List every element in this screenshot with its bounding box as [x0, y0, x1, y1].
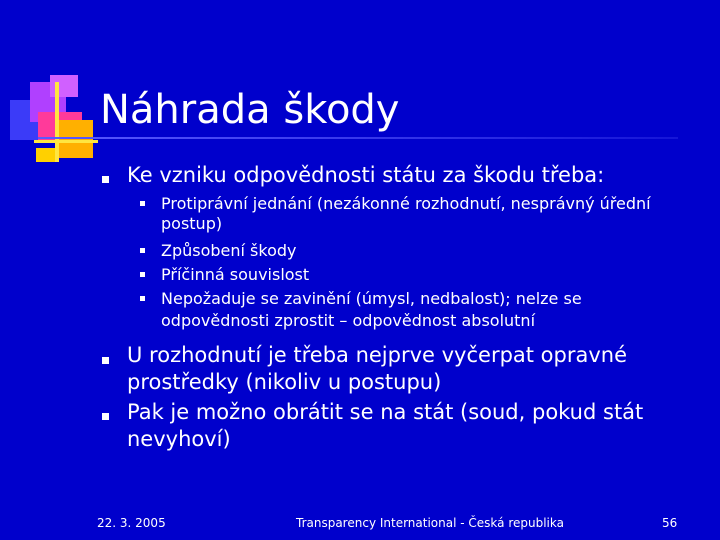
- footer-page-number: 56: [662, 516, 678, 530]
- sub-point-4-line1: Nepožaduje se zavinění (úmysl, nedbalost); nelze se: [161, 289, 582, 308]
- sub-point-2-line1: Způsobení škody: [161, 241, 297, 260]
- bullet-point-2: [102, 413, 109, 420]
- main-point-text: Ke vzniku odpovědnosti státu za škodu třeba:: [127, 163, 605, 187]
- footer-organization: Transparency International - Česká republika: [296, 516, 564, 530]
- sub-point-4-line2: odpovědnosti zprostit – odpovědnost absolutní: [161, 311, 536, 330]
- slide-title: Náhrada škody: [100, 87, 400, 133]
- sub-point-1-line2: postup): [161, 214, 223, 233]
- sub-bullet-1: [140, 201, 145, 206]
- sub-bullet-3: [140, 272, 145, 277]
- sub-bullet-4: [140, 296, 145, 301]
- decorative-logo: [0, 0, 110, 180]
- sub-point-3-line1: Příčinná souvislost: [161, 265, 310, 284]
- bullet-point-1: [102, 357, 109, 364]
- sub-point-1-line1: Protiprávní jednání (nezákonné rozhodnutí, nesprávný úřední: [161, 194, 651, 213]
- point-2-line1: Pak je možno obrátit se na stát (soud, pokud stát: [127, 400, 644, 424]
- point-2-line2: nevyhoví): [127, 427, 231, 451]
- point-1-line1: U rozhodnutí je třeba nejprve vyčerpat opravné: [127, 343, 628, 367]
- point-1-line2: prostředky (nikoliv u postupu): [127, 370, 442, 394]
- title-underline: [38, 137, 678, 139]
- sub-bullet-2: [140, 248, 145, 253]
- bullet-main: [102, 176, 109, 183]
- footer-date: 22. 3. 2005: [97, 516, 166, 530]
